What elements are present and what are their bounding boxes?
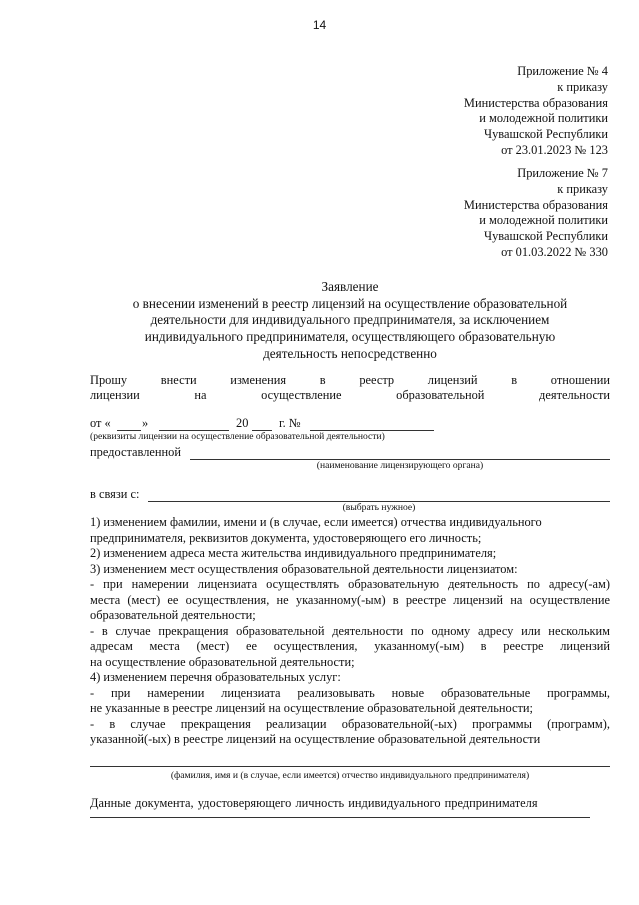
- appendix-line: и молодежной политики: [479, 213, 608, 228]
- appendix-line: к приказу: [557, 181, 608, 196]
- reason-label: в связи с:: [90, 487, 140, 501]
- appendix-4-block: [348, 64, 608, 159]
- document-title: [90, 279, 610, 363]
- option-line: - в случае прекращения образовательной деятельности по одному адресу или нескольким: [90, 623, 610, 638]
- year-prefix-label: 20: [236, 416, 249, 430]
- title-line: о внесении изменений в реестр лицензий на осуществление образовательной: [132, 295, 568, 311]
- appendix-7-block: [348, 166, 608, 261]
- license-caption: (реквизиты лицензии на осуществление образовательной деятельности): [90, 431, 385, 442]
- date-year-field[interactable]: [252, 416, 272, 431]
- reason-options: [90, 515, 610, 748]
- option-line: адресам места (мест) ее осуществления, указанному(-ым) в реестре лицензий: [90, 639, 610, 653]
- license-date-row: [90, 416, 610, 432]
- appendix-line: Чувашской Республики: [484, 127, 608, 142]
- number-label: г. №: [279, 416, 301, 430]
- reason-field[interactable]: [148, 487, 610, 502]
- option-line: 3) изменением мест осуществления образовательной деятельности лицензиатом:: [90, 561, 518, 576]
- option-line: места (мест) ее осуществления, не указанному(-ым) в реестре лицензий на осуществление: [90, 592, 610, 607]
- appendix-line: от 23.01.2023 № 123: [501, 142, 608, 157]
- choose-caption: (выбрать нужное): [342, 502, 416, 513]
- provided-label: предоставленной: [90, 445, 181, 459]
- request-text: [90, 373, 610, 403]
- document-label: Данные документа, удостоверяющего личность индивидуального предпринимателя: [90, 796, 538, 810]
- date-month-field[interactable]: [159, 416, 229, 431]
- appendix-line: Приложение № 4: [517, 64, 608, 78]
- reason-row: [90, 487, 610, 503]
- option-line: 1) изменением фамилии, имени и (в случае, если имеется) отчества индивидуального: [90, 515, 542, 529]
- title-line: индивидуального предпринимателя, осуществляющего образовательную: [144, 329, 556, 345]
- option-line: - в случае прекращения реализации образовательной(-ых) программы (программ),: [90, 716, 610, 731]
- date-open-label: от «: [90, 416, 111, 430]
- fio-caption: (фамилия, имя и (в случае, если имеется) отчество индивидуального предпринимателя): [170, 770, 530, 781]
- authority-caption: (наименование лицензирующего органа): [316, 460, 484, 471]
- option-line: на осуществление образовательной деятельности;: [90, 654, 355, 669]
- option-line: - при намерении лицензиата реализовывать новые образовательные программы,: [90, 685, 610, 700]
- option-line: 2) изменением адреса места жительства индивидуального предпринимателя;: [90, 546, 497, 560]
- option-line: образовательной деятельности;: [90, 608, 256, 622]
- appendix-line: Министерства образования: [463, 197, 608, 212]
- request-line-1: Прошу внести изменения в реестр лицензий в отношении: [90, 373, 610, 387]
- provided-row: [90, 445, 610, 461]
- title-line: деятельность непосредственно: [263, 345, 437, 361]
- appendix-line: Министерства образования: [463, 95, 608, 110]
- option-line: - при намерении лицензиата осуществлять образовательную деятельность по адресу(-ам): [90, 577, 610, 591]
- request-line-2: лицензии на осуществление образовательной деятельности: [90, 388, 610, 402]
- licensing-authority-field[interactable]: [190, 445, 610, 460]
- title-line: Заявление: [321, 279, 379, 294]
- date-day-field[interactable]: [117, 416, 141, 431]
- page-number: 14: [312, 18, 327, 32]
- appendix-line: к приказу: [557, 79, 608, 94]
- option-line: 4) изменением перечня образовательных услуг:: [90, 670, 341, 684]
- license-number-field[interactable]: [310, 416, 434, 431]
- appendix-line: от 01.03.2022 № 330: [501, 244, 608, 259]
- appendix-line: и молодежной политики: [479, 111, 608, 126]
- fio-signature-line[interactable]: [90, 766, 610, 767]
- option-line: указанной(-ых) в реестре лицензий на осуществление образовательной деятельности: [90, 732, 541, 746]
- appendix-line: Приложение № 7: [517, 166, 608, 180]
- title-line: деятельности для индивидуального предпринимателя, за исключением: [150, 312, 550, 328]
- document-data-field[interactable]: [90, 817, 590, 818]
- option-line: не указанные в реестре лицензий на осуществление образовательной деятельности;: [90, 701, 533, 715]
- date-close-label: »: [142, 416, 149, 430]
- appendix-line: Чувашской Республики: [484, 229, 608, 244]
- option-line: предпринимателя, реквизитов документа, удостоверяющего его личность;: [90, 530, 482, 545]
